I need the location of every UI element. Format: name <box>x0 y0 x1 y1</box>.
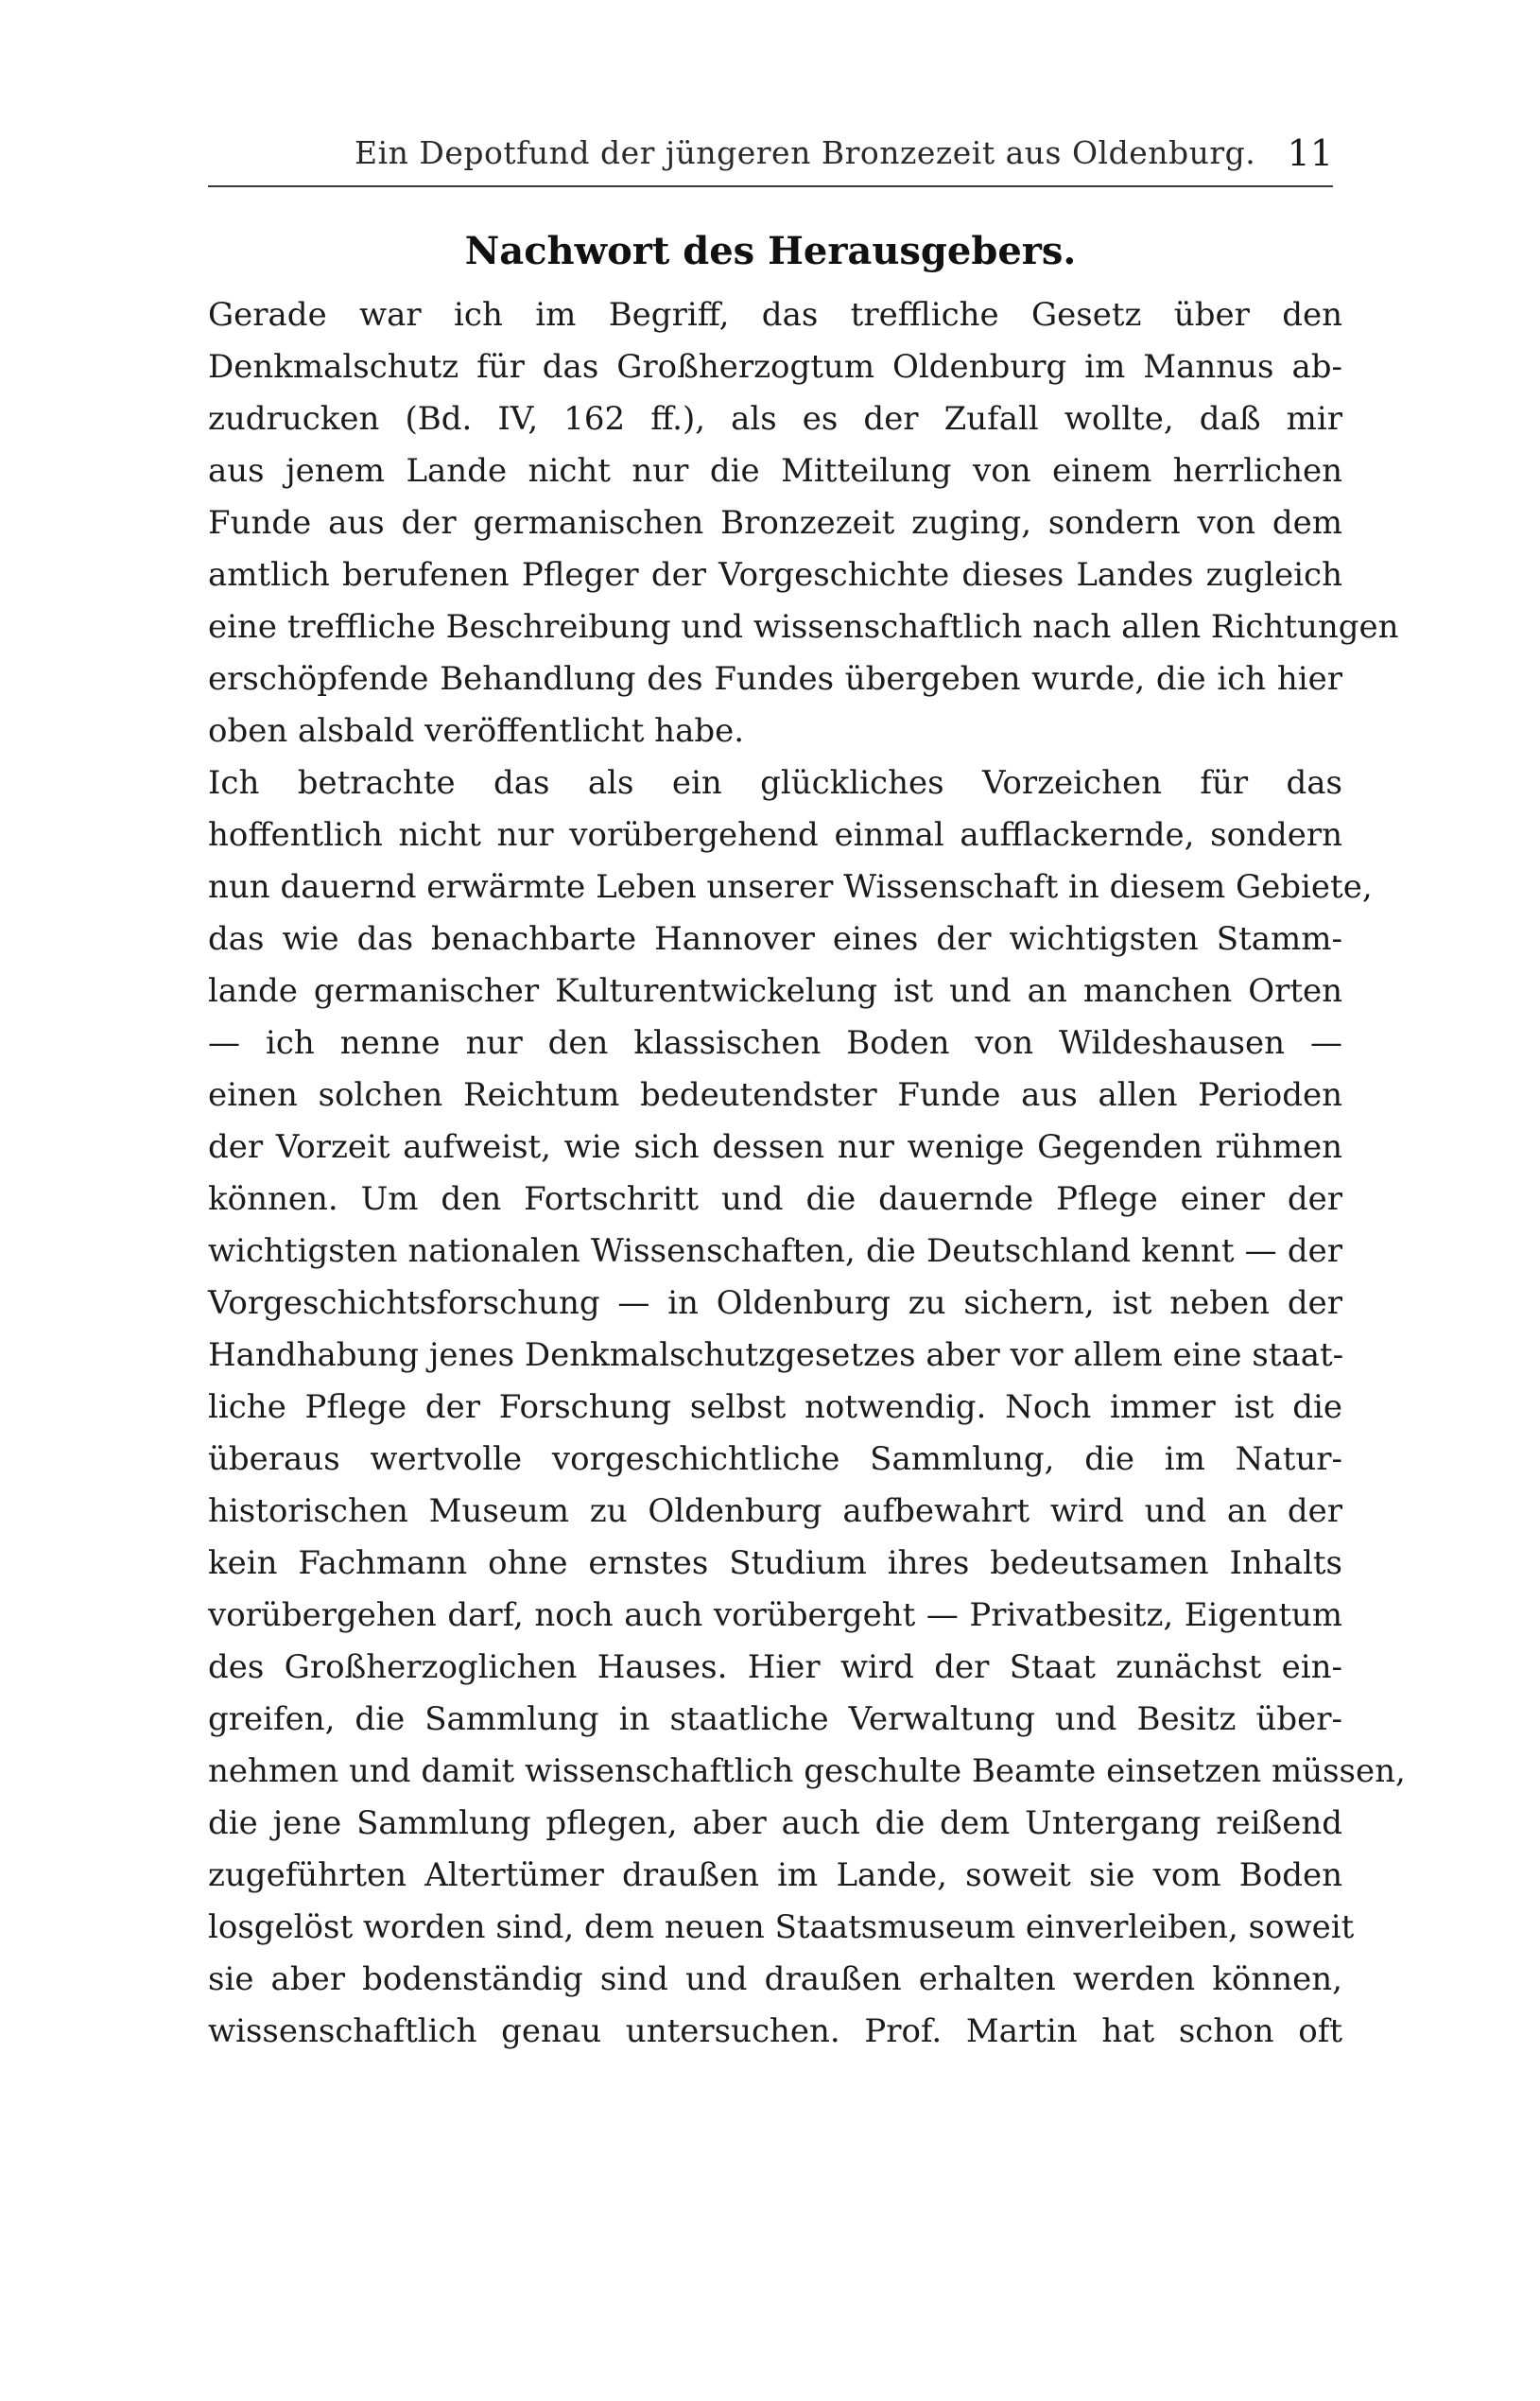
text-line: einen solchen Reichtum bedeutendster Funde aus allen Perioden <box>208 1076 1342 1114</box>
text-line: lande germanischer Kulturentwickelung ist und an manchen Orten <box>208 972 1342 1010</box>
text-line: Gerade war ich im Begriff, das treffliche Gesetz über den <box>208 296 1342 334</box>
text-line: das wie das benachbarte Hannover eines der wichtigsten Stamm- <box>208 920 1342 958</box>
text-line: wissenschaftlich genau untersuchen. Prof. Martin hat schon oft <box>208 2012 1342 2050</box>
page-number: 11 <box>1287 132 1333 174</box>
text-line: können. Um den Fortschritt und die dauernde Pflege einer der <box>208 1180 1342 1218</box>
text-line: kein Fachmann ohne ernstes Studium ihres bedeutsamen Inhalts <box>208 1544 1342 1582</box>
text-line: Vorgeschichtsforschung — in Oldenburg zu sichern, ist neben der <box>208 1284 1342 1322</box>
text-line: Ich betrachte das als ein glückliches Vorzeichen für das <box>208 764 1342 802</box>
running-head <box>208 132 1333 189</box>
text-line: eine treffliche Beschreibung und wissenschaftlich nach allen Richtungen <box>208 608 1399 646</box>
text-line: historischen Museum zu Oldenburg aufbewahrt wird und an der <box>208 1492 1342 1530</box>
text-line: aus jenem Lande nicht nur die Mitteilung von einem herrlichen <box>208 452 1342 490</box>
text-line: oben alsbald veröffentlicht habe. <box>208 712 745 750</box>
text-line: zudrucken (Bd. IV, 162 ff.), als es der Zufall wollte, daß mir <box>208 400 1342 438</box>
text-line: greifen, die Sammlung in staatliche Verwaltung und Besitz über- <box>208 1700 1342 1738</box>
text-line: überaus wertvolle vorgeschichtliche Sammlung, die im Natur- <box>208 1440 1342 1478</box>
text-line: erschöpfende Behandlung des Fundes übergeben wurde, die ich hier <box>208 660 1342 698</box>
text-line: wichtigsten nationalen Wissenschaften, die Deutschland kennt — der <box>208 1232 1342 1270</box>
text-line: hoffentlich nicht nur vorübergehend einmal aufflackernde, sondern <box>208 816 1342 854</box>
text-line: losgelöst worden sind, dem neuen Staatsmuseum einverleiben, soweit <box>208 1908 1355 1946</box>
text-line: vorübergehen darf, noch auch vorübergeht — Privatbesitz, Eigentum <box>208 1596 1342 1634</box>
text-line: nun dauernd erwärmte Leben unserer Wissenschaft in diesem Gebiete, <box>208 868 1373 906</box>
text-line: Handhabung jenes Denkmalschutzgesetzes aber vor allem eine staat- <box>208 1336 1344 1374</box>
text-line: der Vorzeit aufweist, wie sich dessen nur wenige Gegenden rühmen <box>208 1128 1342 1166</box>
text-line: nehmen und damit wissenschaftlich geschulte Beamte einsetzen müssen, <box>208 1752 1406 1790</box>
text-line: Denkmalschutz für das Großherzogtum Oldenburg im Mannus ab- <box>208 348 1342 386</box>
text-line: zugeführten Altertümer draußen im Lande, soweit sie vom Boden <box>208 1856 1342 1894</box>
section-heading: Nachwort des Herausgebers. <box>464 229 1077 273</box>
text-line: Funde aus der germanischen Bronzezeit zuging, sondern von dem <box>208 504 1342 542</box>
text-line: — ich nenne nur den klassischen Boden von Wildeshausen — <box>208 1024 1342 1062</box>
body-text <box>208 289 1406 2058</box>
text-line: liche Pflege der Forschung selbst notwendig. Noch immer ist die <box>208 1388 1342 1426</box>
text-line: sie aber bodenständig sind und draußen erhalten werden können, <box>208 1960 1342 1998</box>
text-line: amtlich berufenen Pfleger der Vorgeschichte dieses Landes zugleich <box>208 556 1342 594</box>
text-line: die jene Sammlung pflegen, aber auch die dem Untergang reißend <box>208 1804 1342 1842</box>
running-title: Ein Depotfund der jüngeren Bronzezeit aus Oldenburg. <box>355 134 1256 171</box>
header-rule <box>208 185 1333 187</box>
text-line: des Großherzoglichen Hauses. Hier wird der Staat zunächst ein- <box>208 1648 1342 1686</box>
